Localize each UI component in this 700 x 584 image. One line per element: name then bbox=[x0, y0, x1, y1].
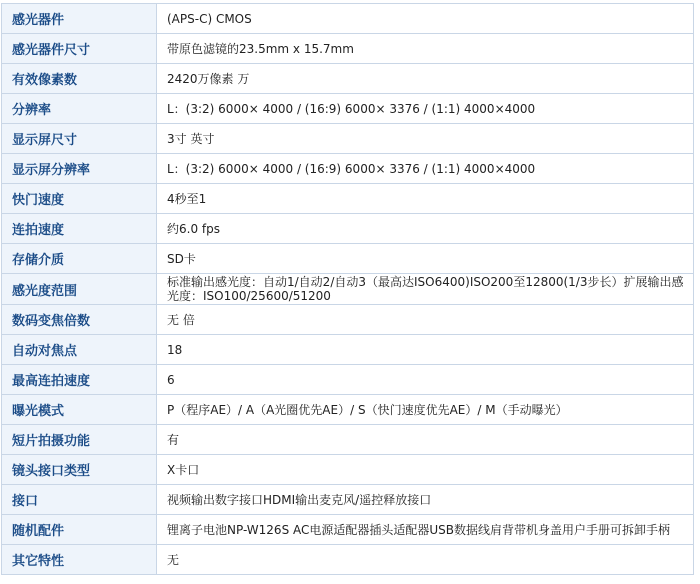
table-row bbox=[2, 545, 694, 575]
spec-label: 显示屏分辨率 bbox=[2, 154, 157, 184]
spec-value: 18 bbox=[157, 335, 694, 365]
spec-value: 无 bbox=[157, 545, 694, 575]
spec-table bbox=[1, 3, 694, 575]
table-row bbox=[2, 244, 694, 274]
spec-label: 存储介质 bbox=[2, 244, 157, 274]
spec-value: P（程序AE）/ A（A光圈优先AE）/ S（快门速度优先AE）/ M（手动曝光） bbox=[157, 395, 694, 425]
spec-label: 感光器件 bbox=[2, 4, 157, 34]
spec-label: 随机配件 bbox=[2, 515, 157, 545]
table-row bbox=[2, 184, 694, 214]
table-row bbox=[2, 154, 694, 184]
spec-value: 有 bbox=[157, 425, 694, 455]
spec-label: 最高连拍速度 bbox=[2, 365, 157, 395]
spec-label: 有效像素数 bbox=[2, 64, 157, 94]
spec-value: 3寸 英寸 bbox=[157, 124, 694, 154]
table-row bbox=[2, 365, 694, 395]
spec-value: 约6.0 fps bbox=[157, 214, 694, 244]
spec-value: L：(3:2) 6000× 4000 / (16:9) 6000× 3376 / (1:1) 4000×4000 bbox=[157, 154, 694, 184]
spec-label: 感光度范围 bbox=[2, 274, 157, 305]
spec-label: 快门速度 bbox=[2, 184, 157, 214]
spec-label: 数码变焦倍数 bbox=[2, 305, 157, 335]
table-row bbox=[2, 64, 694, 94]
table-row bbox=[2, 124, 694, 154]
spec-value: 锂离子电池NP-W126S AC电源适配器插头适配器USB数据线肩背带机身盖用户手册可拆卸手柄 bbox=[157, 515, 694, 545]
spec-value: 4秒至1 bbox=[157, 184, 694, 214]
table-row bbox=[2, 395, 694, 425]
spec-label: 连拍速度 bbox=[2, 214, 157, 244]
spec-label: 短片拍摄功能 bbox=[2, 425, 157, 455]
spec-label: 显示屏尺寸 bbox=[2, 124, 157, 154]
table-row bbox=[2, 515, 694, 545]
spec-value: SD卡 bbox=[157, 244, 694, 274]
spec-value: 6 bbox=[157, 365, 694, 395]
spec-value: (APS-C) CMOS bbox=[157, 4, 694, 34]
spec-value: 2420万像素 万 bbox=[157, 64, 694, 94]
table-row bbox=[2, 305, 694, 335]
spec-value: 无 倍 bbox=[157, 305, 694, 335]
spec-value: 标准输出感光度：自动1/自动2/自动3（最高达ISO6400)ISO200至12800(1/3步长）扩展输出感光度：ISO100/25600/51200 bbox=[157, 274, 694, 305]
spec-label: 曝光模式 bbox=[2, 395, 157, 425]
table-row bbox=[2, 425, 694, 455]
spec-label: 接口 bbox=[2, 485, 157, 515]
spec-label: 其它特性 bbox=[2, 545, 157, 575]
spec-value: X卡口 bbox=[157, 455, 694, 485]
spec-label: 镜头接口类型 bbox=[2, 455, 157, 485]
table-row bbox=[2, 94, 694, 124]
spec-value: 带原色滤镜的23.5mm x 15.7mm bbox=[157, 34, 694, 64]
spec-label: 感光器件尺寸 bbox=[2, 34, 157, 64]
table-row bbox=[2, 4, 694, 34]
table-row bbox=[2, 274, 694, 305]
spec-label: 分辨率 bbox=[2, 94, 157, 124]
table-row bbox=[2, 335, 694, 365]
table-row bbox=[2, 34, 694, 64]
spec-label: 自动对焦点 bbox=[2, 335, 157, 365]
table-row bbox=[2, 455, 694, 485]
spec-value: 视频输出数字接口HDMI输出麦克风/遥控释放接口 bbox=[157, 485, 694, 515]
table-row bbox=[2, 214, 694, 244]
table-row bbox=[2, 485, 694, 515]
spec-value: L：(3:2) 6000× 4000 / (16:9) 6000× 3376 / (1:1) 4000×4000 bbox=[157, 94, 694, 124]
